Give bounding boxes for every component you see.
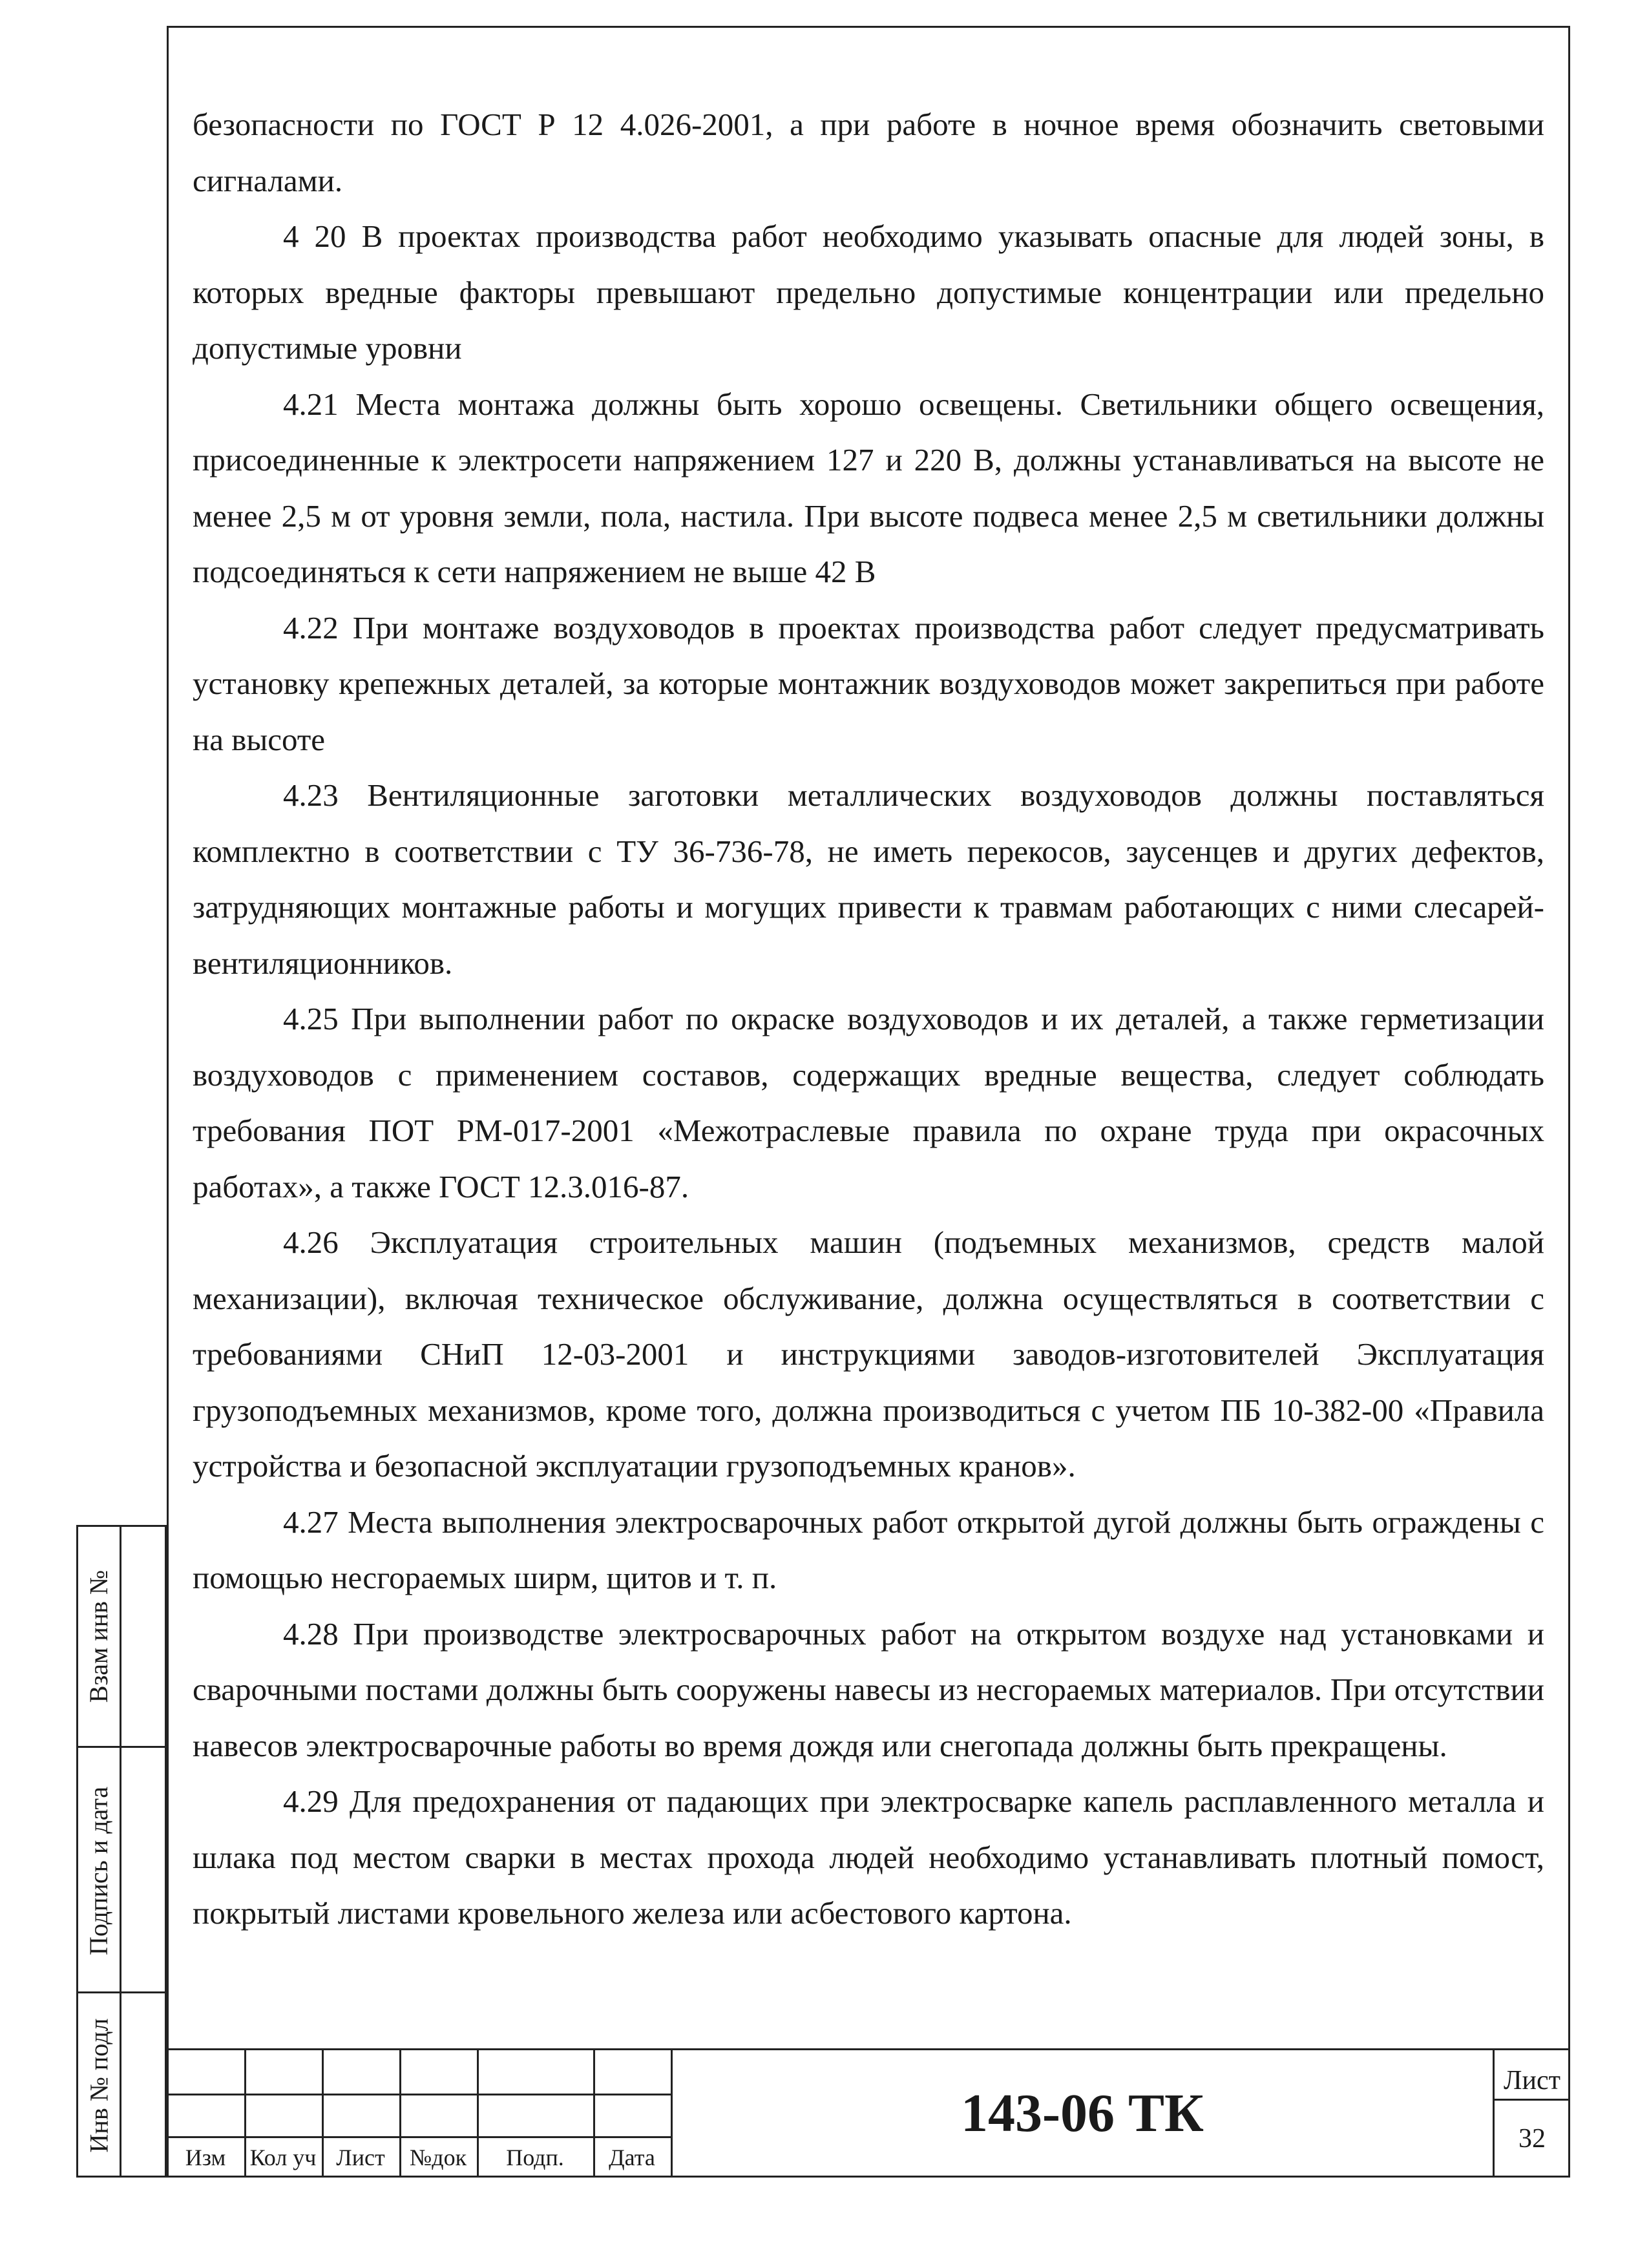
- document-code: 143-06 ТК: [961, 2083, 1204, 2143]
- header-kol-uch: Кол уч: [249, 2145, 317, 2170]
- sheet-label: Лист: [1504, 2066, 1560, 2095]
- header-podp: Подп.: [506, 2145, 564, 2170]
- paragraph-4-20: 4 20 В проектах производства работ необходимо указывать опасные для людей зоны, в которых вредные факторы превышают предельно допустимые концентрации или предельно допустимые уровни: [193, 218, 1544, 366]
- side-label-vzam-inv: Взам инв №: [84, 1570, 114, 1703]
- side-label-inv-podl: Инв № подл: [84, 2018, 114, 2153]
- paragraph-4-26: 4.26 Эксплуатация строительных машин (подъемных механизмов, средств малой механизации), включая техническое обслуживание, должна осуществляться в соответствии с требованиями СНиП 12-03-2001 и инструкциями заводов-изготовителей Эксплуатация грузоподъемных механизмов, кроме того, должна производиться с учетом ПБ 10-382-00 «Правила устройства и безопасной эксплуатации грузоподъемных кранов».: [193, 1224, 1544, 1484]
- paragraph-4-21: 4.21 Места монтажа должны быть хорошо освещены. Светильники общего освещения, присоединенные к электросети напряжением 127 и 220 В, должны устанавливаться на высоте не менее 2,5 м от уровня земли, пола, настила. При высоте подвеса менее 2,5 м светильники должны подсоединяться к сети напряжением не выше 42 В: [193, 386, 1544, 589]
- sheet-number: 32: [1518, 2124, 1546, 2154]
- header-list: Лист: [336, 2145, 385, 2170]
- paragraph-4-25: 4.25 При выполнении работ по окраске воздуховодов и их деталей, а также герметизации воздуховодов с применением составов, содержащих вредные вещества, следует соблюдать требования ПОТ РМ-017-2001 «Межотраслевые правила по охране труда при окрасочных работах», а также ГОСТ 12.3.016-87.: [193, 1001, 1544, 1204]
- header-izm: Изм: [185, 2145, 226, 2170]
- header-data: Дата: [609, 2145, 655, 2170]
- paragraph-4-28: 4.28 При производстве электросварочных работ на открытом воздухе над установками и сварочными постами должны быть сооружены навесы из несгораемых материалов. При отсутствии навесов электросварочные работы во время дождя или снегопада должны быть прекращены.: [193, 1615, 1544, 1763]
- header-ndok: №док: [409, 2145, 467, 2170]
- side-label-podpis-data: Подпись и дата: [84, 1786, 114, 1955]
- body-text: [193, 97, 1544, 1942]
- paragraph-4-27: 4.27 Места выполнения электросварочных работ открытой дугой должны быть ограждены с помощью несгораемых ширм, щитов и т. п.: [193, 1504, 1544, 1595]
- paragraph-continuation: безопасности по ГОСТ Р 12 4.026-2001, а при работе в ночное время обозначить световыми сигналами.: [193, 107, 1544, 198]
- paragraph-4-23: 4.23 Вентиляционные заготовки металлических воздуховодов должны поставляться комплектно в соответствии с ТУ 36-736-78, не иметь перекосов, заусенцев и других дефектов, затрудняющих монтажные работы и могущих привести к травмам работающих с ними слесарей-вентиляционников.: [193, 777, 1544, 981]
- paragraph-4-22: 4.22 При монтаже воздуховодов в проектах производства работ следует предусматривать установку крепежных деталей, за которые монтажник воздуховодов может закрепиться при работе на высоте: [193, 609, 1544, 757]
- paragraph-4-29: 4.29 Для предохранения от падающих при электросварке капель расплавленного металла и шлака под местом сварки в местах прохода людей необходимо устанавливать плотный помост, покрытый листами кровельного железа или асбестового картона.: [193, 1783, 1544, 1931]
- title-grid-row-line: [167, 2094, 672, 2095]
